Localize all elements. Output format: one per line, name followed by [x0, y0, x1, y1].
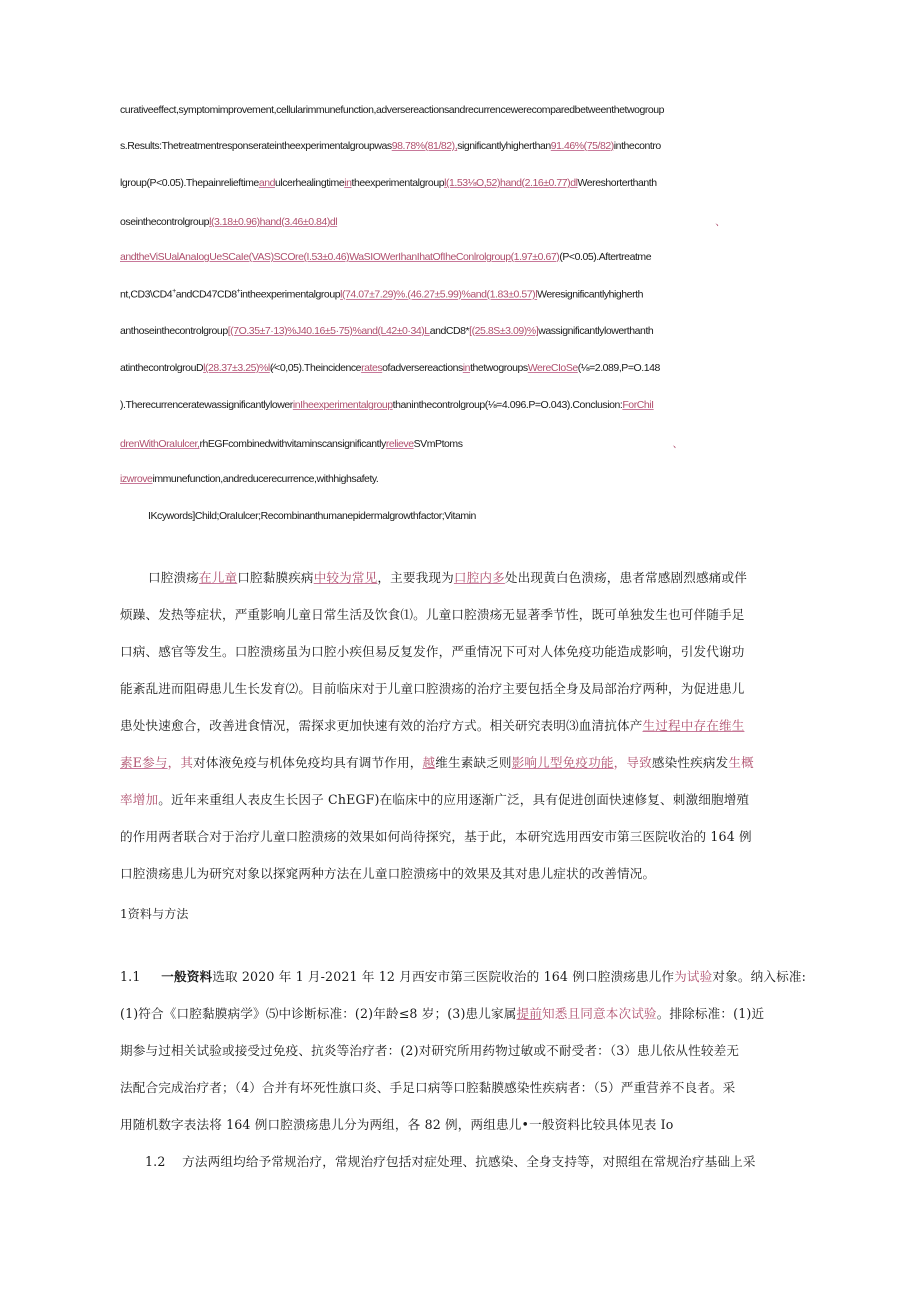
highlighted-text: 为试验 [674, 969, 713, 984]
intro-line-3: 口病、感官等发生。口腔溃疡虽为口腔小疾但易反复发作，严重情况下可对人体免疫功能造成影响，引发代谢功 [120, 644, 745, 659]
highlighted-text: 素E参与 [120, 755, 168, 770]
highlighted-text: in [462, 362, 471, 374]
text-run: thetwogroups [470, 362, 528, 374]
text-run: immunefunction,andreducerecurrence,withhighsafety. [152, 473, 379, 485]
intro-line-4: 能紊乱进而阻碍患儿生长发育⑵。目前临床对于儿童口腔溃疡的治疗主要包括全身及局部治疗两种，为促进患儿 [120, 681, 745, 696]
text-run: SVmPtoms [413, 438, 463, 450]
text-run: s.Results:Thetreatmentresponserateintheexperimentalgroupwas [120, 140, 392, 152]
text-run: 对象。纳入标准: [712, 969, 807, 984]
text-run: 。排除标准：(1)近 [656, 1006, 765, 1021]
text-run: (⅛=2.089,P=O.148 [577, 362, 660, 374]
intro-line-9: 口腔溃疡患儿为研究对象以探窕两种方法在儿童口腔溃疡中的效果及其对患儿症状的改善情况。 [120, 866, 656, 881]
text-run: 维生素缺乏则 [435, 755, 512, 770]
subsection-1-2-line-1 [145, 1151, 800, 1170]
highlighted-text: inIheexperimentalgroup [292, 399, 393, 411]
highlighted-text: l(28.37±3.25)%l [203, 362, 270, 374]
abstract-line-7 [120, 325, 800, 337]
text-run: (P<0.05).Aftertreatme [559, 251, 652, 263]
text-run: 感染性疾病发 [651, 755, 729, 770]
highlighted-text: 影响儿型免疫功能 [511, 755, 614, 770]
highlighted-text: [(25.8S±3.09)%] [469, 325, 539, 337]
separator-mark: 、 [715, 216, 726, 228]
highlighted-text: rates [361, 362, 383, 374]
text-run: thaninthecontrolgroup(⅛=4.096.P=O.043).Conclusion: [392, 399, 623, 411]
subsection-1-1-line-4: 法配合完成治疗者；（4）合并有坏死性旗口炎、手足口病等口腔黏膜感染性疾病者：（5）严重营养不良者。采 [120, 1080, 736, 1095]
text-run: andCD47CD8 [175, 288, 237, 301]
text-run: nt,CD3 [120, 288, 150, 301]
highlighted-text: ，导致 [613, 755, 652, 770]
highlighted-text: drenWithOraIulcer, [120, 438, 200, 450]
abstract-line-5 [120, 251, 800, 263]
text-run: theexperimentalgroup [351, 177, 445, 189]
text-run: ulcerhealingtime [274, 177, 345, 189]
subsection-1-1-line-3: 期参与过相关试验或接受过免疫、抗炎等治疗者：(2)对研究所用药物过敏或不耐受者：（3）患儿依从性较差无 [120, 1043, 740, 1058]
highlighted-text: l(1.53⅛O,52)hand(2.16±0.77)dl [444, 177, 578, 189]
highlighted-text: 在儿童 [198, 570, 238, 585]
text-run: 患处快速愈合，改善进食情况，需探求更加快速有效的治疗方式。相关研究表明⑶血清抗体产 [120, 718, 643, 733]
highlighted-text: l(74.07±7.29)%.(46.27±5.99)%and(1.83±0.57)l [340, 288, 538, 301]
text-run: 对体液免疫与机体免疫均具有调节作用， [193, 755, 423, 770]
highlighted-text: 生过程中存在维生 [642, 718, 745, 733]
highlighted-text: l(3.18±0.96)hand(3.46±0.84)dl [209, 216, 338, 228]
keywords-line: IKcywords]Child;OraIulcer;Recombinanthumanepidermalgrowthfactor;Vitamin [148, 510, 476, 522]
subsection-1-1-line-2 [120, 1003, 800, 1022]
text-run: ofadversereactions [382, 362, 463, 374]
highlighted-text: 中较为常见 [313, 570, 378, 585]
intro-line-6 [120, 752, 800, 771]
text-run: ).Therecurrenceratewassignificantlylower [120, 399, 293, 411]
intro-line-7 [120, 789, 800, 808]
abstract-line-4 [120, 214, 800, 229]
highlighted-text: in [344, 177, 352, 189]
text-run: wassignificantlylowerthanth [538, 325, 654, 337]
highlighted-text: 提前 [516, 1006, 542, 1021]
subsection-title: 一般资料 [161, 969, 213, 984]
text-run: ，主要我现为 [377, 570, 454, 585]
highlighted-text: ，其 [167, 755, 194, 770]
highlighted-text: andtheViSUalAnaIogUeSCaIe(VAS)SCOre(I.53±0.46)WaSIOWerIhanIhatOfIheConlrolgroup(1.97±0.67) [120, 251, 560, 263]
intro-line-1 [148, 567, 800, 586]
intro-line-8: 的作用两者联合对于治疗儿童口腔溃疡的效果如何尚待探究，基于此，本研究选用西安市第三医院收治的 164 例 [120, 829, 752, 844]
text-run: Wereshorterthanth [577, 177, 657, 189]
highlighted-text: WereCIoSe [527, 362, 578, 374]
abstract-line-1: curativeeffect,symptomimprovement,cellularimmunefunction,adversereactionsandrecurrencewerecomparedbetweenthetwogroup [120, 104, 665, 116]
abstract-line-2 [120, 140, 800, 152]
text-run: anthoseinthecontrolgroup [120, 325, 228, 337]
text-run: 方法两组均给予常规治疗，常规治疗包括对症处理、抗感染、全身支持等，对照组在常规治疗基础上采 [182, 1154, 756, 1169]
highlighted-text: 越 [422, 755, 436, 770]
text-run: intheexperimentalgroup [240, 288, 341, 301]
subsection-number: 1.1 [120, 969, 141, 984]
section-heading: 1资料与方法 [120, 907, 189, 921]
highlighted-text: 率增加 [120, 792, 159, 807]
text-run: 口腔溃疡 [148, 570, 199, 585]
superscript: + [172, 288, 176, 295]
text-run: 。近年来重组人表皮生长因子 ChEGF)在临床中的应用逐渐广泛，具有促进创面快速修复、刺激细胞增殖 [158, 792, 750, 807]
subsection-1-1-line-5: 用随机数字表法将 164 例口腔溃疡患儿分为两组，各 82 例，两组患儿•一般资料比较具体见表 Io [120, 1117, 674, 1132]
superscript: + [236, 288, 241, 295]
highlighted-text: 91.46%(75/82) [550, 140, 614, 152]
subsection-1-1-line-1 [120, 966, 807, 985]
abstract-line-9 [120, 399, 800, 411]
intro-line-2: 烦躁、发热等症状，严重影响儿童日常生活及饮食⑴。儿童口腔溃疡无显著季节性，既可单独发生也可伴随手足 [120, 607, 745, 622]
abstract-line-3 [120, 177, 800, 189]
abstract-line-8 [120, 362, 800, 374]
text-run: oseinthecontrolgroup [120, 216, 210, 228]
text-run: (1)符合《口腔黏膜病学》⑸中诊断标准：(2)年龄≤8 岁；(3)患儿家属 [120, 1006, 517, 1021]
abstract-line-11 [120, 473, 800, 485]
text-run: 口腔黏膜疾病 [237, 570, 314, 585]
highlighted-text: 知悉且同意本次试验 [541, 1006, 657, 1021]
highlighted-text: [(7O.35±7·13)%J40.16±5·75)%and(L42±0·34)L [227, 325, 430, 337]
text-run: rhEGFcombinedwithvitaminscansignificantly [199, 438, 386, 450]
text-run: (∕<0,05).Theincidence [269, 362, 362, 374]
highlighted-text: 口腔内多 [453, 570, 505, 585]
text-run: \CD4 [149, 288, 173, 301]
text-run: inthecontro [613, 140, 661, 152]
highlighted-text: ForChiI [622, 399, 654, 411]
text-run: Weresignificantlyhigherth [537, 288, 643, 301]
highlighted-text: 98.78%(81/82), [391, 140, 458, 152]
intro-line-5 [120, 715, 800, 734]
separator-mark: 、 [672, 438, 683, 450]
highlighted-text: izwrove [120, 473, 153, 485]
abstract-line-6 [120, 288, 800, 301]
subsection-number: 1.2 [145, 1154, 166, 1169]
text-run: andCD8* [429, 325, 470, 337]
text-run: lgroup(P<0.05).Thepainrelieftime [120, 177, 259, 189]
highlighted-text: 生概 [728, 755, 754, 770]
text-run: atinthecontrolgrouD [120, 362, 204, 374]
text-run: significantlyhigherthan [457, 140, 551, 152]
text-run: 处出现黄白色溃疡，患者常感剧烈感痛或伴 [504, 570, 747, 585]
abstract-line-10 [120, 436, 800, 451]
text-run: 选取 2020 年 1 月-2021 年 12 月西安市第三医院收治的 164 例口腔溃疡患儿作 [212, 969, 675, 984]
highlighted-text: relieve [385, 438, 414, 450]
highlighted-text: and [258, 177, 275, 189]
